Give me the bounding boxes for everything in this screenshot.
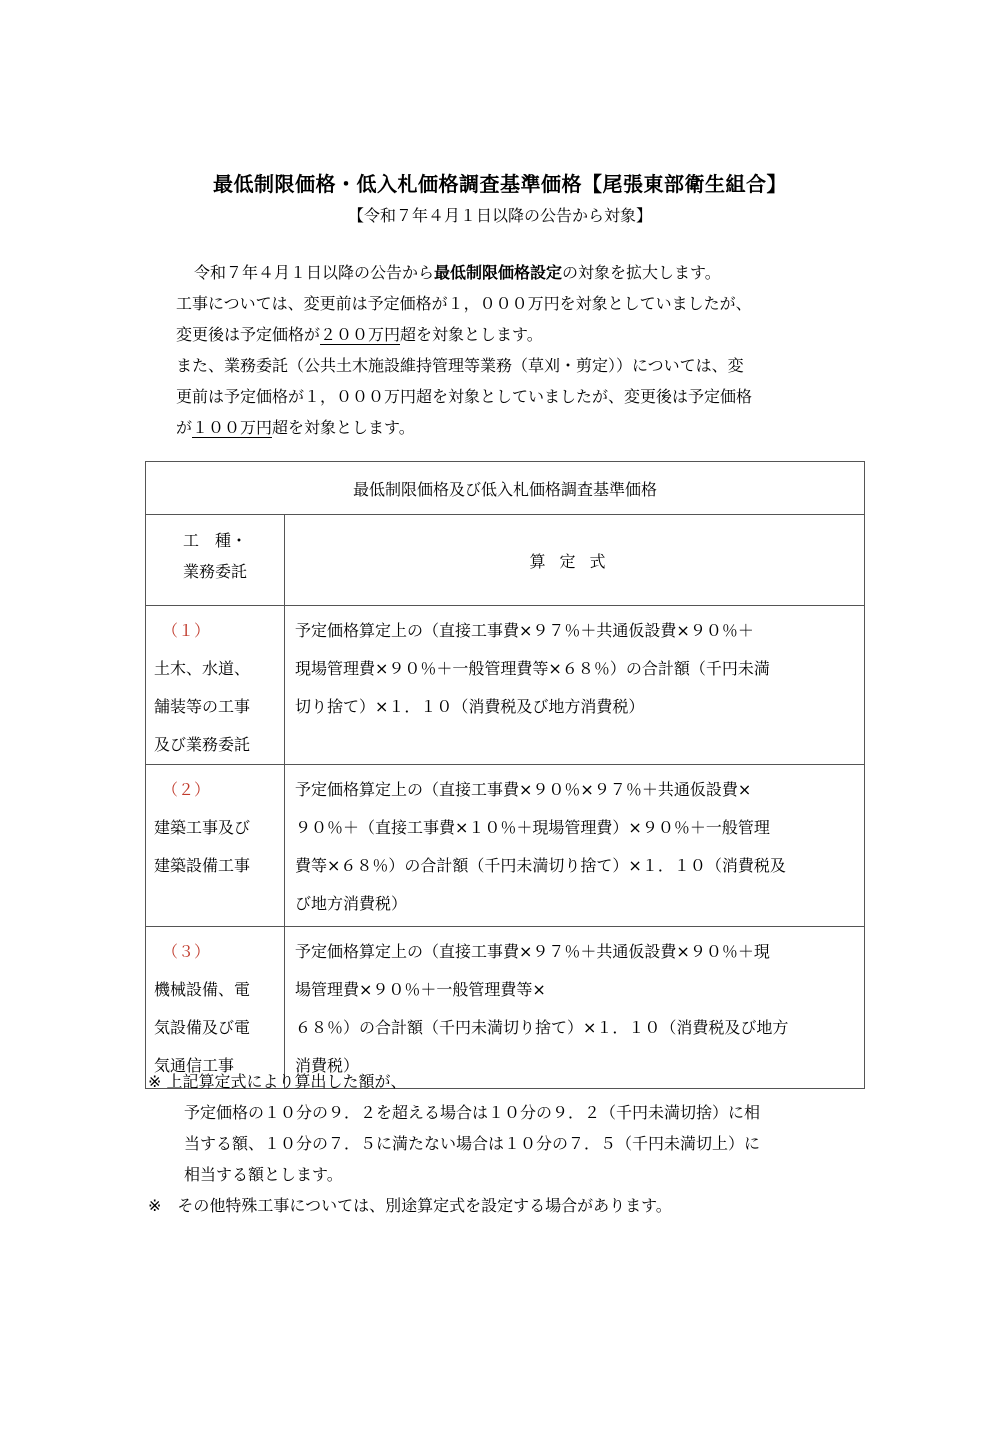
row-2-formula-line-3: 費等×６８％）の合計額（千円未満切り捨て）×１．１０（消費税及	[295, 856, 786, 875]
intro-line-3-post: 超を対象とします。	[400, 325, 543, 344]
table-row	[146, 765, 865, 927]
row-2-category	[146, 765, 285, 927]
intro-line-6-underlined: １００万円	[192, 418, 273, 437]
intro-line-3-pre: 変更後は予定価格が	[176, 325, 321, 344]
note-1-line-3: 当する額、１０分の７．５に満たない場合は１０分の７．５（千円未満切上）に	[184, 1134, 761, 1153]
notes	[148, 1066, 868, 1221]
row-3-line-1: 機械設備、電	[154, 980, 251, 999]
row-1-formula-line-1: 予定価格算定上の（直接工事費×９７％＋共通仮設費×９０％＋	[295, 621, 754, 640]
intro-line-5: 更前は予定価格が１，０００万円超を対象としていましたが、変更後は予定価格	[176, 387, 753, 406]
header-work-type	[146, 515, 285, 606]
row-3-category	[146, 927, 285, 1089]
note-2: ※ その他特殊工事については、別途算定式を設定する場合があります。	[148, 1196, 672, 1215]
price-table	[145, 461, 865, 1089]
intro-line-1-bold: 最低制限価格設定	[434, 263, 563, 282]
note-1-line-2: 予定価格の１０分の９．２を超える場合は１０分の９．２（千円未満切捨）に相	[184, 1103, 761, 1122]
row-1-line-3: 及び業務委託	[154, 735, 251, 754]
table-caption: 最低制限価格及び低入札価格調査基準価格	[146, 462, 865, 515]
row-1-number: （１）	[162, 621, 211, 640]
row-3-number: （３）	[162, 942, 211, 961]
row-3-line-2: 気設備及び電	[154, 1018, 251, 1037]
row-1-line-1: 土木、水道、	[154, 659, 251, 678]
intro-line-4: また、業務委託（公共土木施設維持管理等業務（草刈・剪定））については、変	[176, 356, 744, 375]
row-1-category	[146, 606, 285, 765]
note-1: ※ 上記算定式により算出した額が、	[148, 1072, 407, 1091]
row-1-formula	[285, 606, 865, 765]
row-3-line-3: 気通信工事	[154, 1056, 235, 1075]
intro-line-3-underlined: ２００万円	[320, 325, 401, 344]
row-3-formula-line-3: ６８％）の合計額（千円未満切り捨て）×１．１０（消費税及び地方	[295, 1018, 789, 1037]
table-row	[146, 927, 865, 1089]
note-1-line-4: 相当する額とします。	[184, 1165, 343, 1184]
intro-text	[176, 257, 856, 443]
header-work-type-line-2: 業務委託	[182, 562, 247, 581]
intro-line-6-pre: が	[176, 418, 193, 437]
table-row	[146, 606, 865, 765]
row-2-formula-line-4: び地方消費税）	[295, 894, 408, 913]
header-formula: 算定式	[285, 515, 865, 606]
row-2-formula	[285, 765, 865, 927]
row-1-formula-line-2: 現場管理費×９０％＋一般管理費等×６８％）の合計額（千円未満	[295, 659, 770, 678]
intro-line-6-post: 超を対象とします。	[272, 418, 415, 437]
header-work-type-line-1: 工 種・	[182, 531, 247, 550]
intro-line-1-pre: 令和７年４月１日以降の公告から	[194, 263, 435, 282]
row-2-line-2: 建築設備工事	[154, 856, 251, 875]
row-2-formula-line-2: ９０％＋（直接工事費×１０％＋現場管理費）×９０％＋一般管理	[295, 818, 770, 837]
row-3-formula	[285, 927, 865, 1089]
page-subtitle: 【令和７年４月１日以降の公告から対象】	[347, 206, 652, 225]
row-3-formula-line-4: 消費税）	[295, 1056, 360, 1075]
row-3-formula-line-1: 予定価格算定上の（直接工事費×９７％＋共通仮設費×９０％＋現	[295, 942, 770, 961]
row-1-line-2: 舗装等の工事	[154, 697, 251, 716]
intro-line-1	[176, 257, 856, 288]
intro-line-1-post: の対象を拡大します。	[562, 263, 721, 282]
row-1-formula-line-3: 切り捨て）×１．１０（消費税及び地方消費税）	[295, 697, 645, 716]
row-3-formula-line-2: 場管理費×９０％＋一般管理費等×	[295, 980, 546, 999]
intro-line-2: 工事については、変更前は予定価格が１，０００万円を対象としていましたが、	[176, 294, 752, 313]
row-2-formula-line-1: 予定価格算定上の（直接工事費×９０％×９７％＋共通仮設費×	[295, 780, 752, 799]
row-2-line-1: 建築工事及び	[154, 818, 251, 837]
intro-line-3	[176, 319, 856, 350]
row-2-number: （２）	[162, 780, 211, 799]
page-title: 最低制限価格・低入札価格調査基準価格【尾張東部衛生組合】	[213, 172, 787, 196]
intro-line-6	[176, 412, 856, 443]
